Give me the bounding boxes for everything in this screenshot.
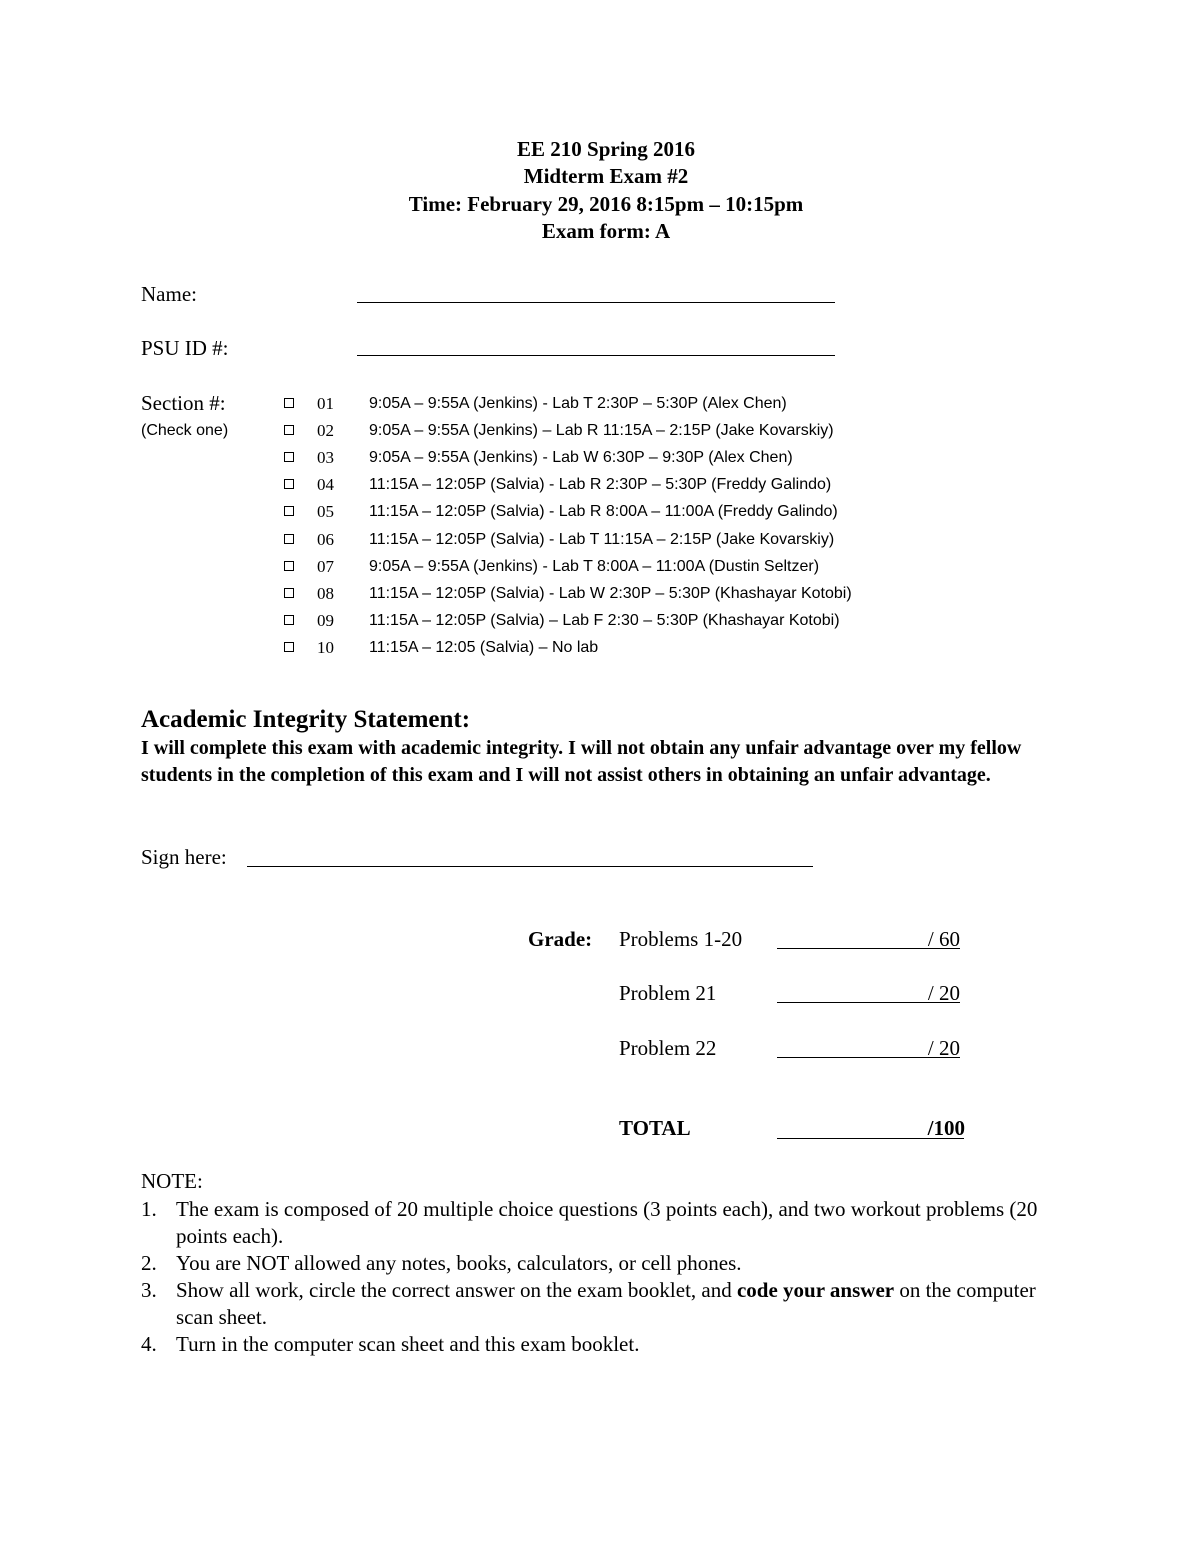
section-schedule: 11:15A – 12:05P (Salvia) - Lab W 2:30P – 5:30P (Khashayar Kotobi) bbox=[369, 584, 852, 602]
grade-label: Grade: bbox=[528, 927, 593, 951]
section-checkbox[interactable] bbox=[284, 506, 294, 516]
note-number: 1. bbox=[141, 1197, 157, 1221]
sign-label: Sign here: bbox=[141, 845, 227, 869]
grade-row-problem: Problems 1-20 bbox=[619, 927, 743, 951]
section-checkbox[interactable] bbox=[284, 588, 294, 598]
section-checkbox[interactable] bbox=[284, 561, 294, 571]
section-schedule: 11:15A – 12:05 (Salvia) – No lab bbox=[369, 638, 599, 656]
section-checkbox[interactable] bbox=[284, 452, 294, 462]
section-number: 09 bbox=[317, 610, 334, 630]
name-label: Name: bbox=[141, 282, 197, 306]
note-number: 3. bbox=[141, 1278, 157, 1302]
grade-row-max: / 20 bbox=[927, 1036, 960, 1060]
total-label: TOTAL bbox=[619, 1116, 691, 1140]
grade-row-max: / 60 bbox=[927, 927, 960, 951]
note-label: NOTE: bbox=[141, 1169, 203, 1193]
section-number: 02 bbox=[317, 421, 334, 441]
note-text bbox=[176, 1278, 1036, 1329]
exam-time: Time: February 29, 2016 8:15pm – 10:15pm bbox=[408, 192, 804, 216]
section-checkbox[interactable] bbox=[284, 615, 294, 625]
note-number: 4. bbox=[141, 1332, 157, 1356]
note-item bbox=[141, 1277, 1061, 1331]
name-field[interactable] bbox=[357, 302, 835, 303]
section-schedule: 11:15A – 12:05P (Salvia) - Lab R 2:30P – 5:30P (Freddy Galindo) bbox=[369, 476, 832, 494]
note-text: The exam is composed of 20 multiple choice questions (3 points each), and two workout problems (20 points each). bbox=[176, 1197, 1038, 1248]
section-schedule: 9:05A – 9:55A (Jenkins) - Lab T 2:30P – 5:30P (Alex Chen) bbox=[369, 395, 787, 412]
note-number: 2. bbox=[141, 1251, 157, 1275]
section-number: 03 bbox=[317, 448, 334, 468]
exam-form: Exam form: A bbox=[541, 219, 671, 243]
section-checkbox[interactable] bbox=[284, 398, 294, 408]
section-schedule: 9:05A – 9:55A (Jenkins) - Lab T 8:00A – 11:00A (Dustin Seltzer) bbox=[369, 557, 820, 575]
section-schedule: 9:05A – 9:55A (Jenkins) - Lab W 6:30P – 9:30P (Alex Chen) bbox=[369, 449, 793, 467]
note-text-end: on the computer scan sheet. bbox=[176, 1278, 1036, 1329]
section-number: 10 bbox=[317, 637, 334, 657]
grade-row-max: / 20 bbox=[927, 981, 960, 1005]
total-max: /100 bbox=[927, 1116, 965, 1140]
section-number: 04 bbox=[317, 475, 334, 495]
section-number: 01 bbox=[317, 394, 334, 413]
course-title: EE 210 Spring 2016 bbox=[517, 137, 695, 161]
grade-row-problem: Problem 21 bbox=[619, 981, 717, 1005]
section-schedule: 11:15A – 12:05P (Salvia) - Lab T 11:15A – 2:15P (Jake Kovarskiy) bbox=[369, 530, 835, 548]
section-checkbox[interactable] bbox=[284, 425, 294, 435]
section-checkbox[interactable] bbox=[284, 642, 294, 652]
note-text-start: Show all work, circle the correct answer on the exam booklet, and bbox=[176, 1278, 737, 1302]
section-label: Section #: bbox=[141, 391, 226, 415]
section-schedule: 9:05A – 9:55A (Jenkins) – Lab R 11:15A – 2:15P (Jake Kovarskiy) bbox=[369, 422, 834, 440]
note-item bbox=[141, 1196, 1061, 1250]
check-one-hint: (Check one) bbox=[141, 422, 229, 439]
section-number: 06 bbox=[317, 529, 334, 549]
note-text: You are NOT allowed any notes, books, calculators, or cell phones. bbox=[176, 1251, 742, 1275]
note-item bbox=[141, 1331, 1061, 1358]
note-text: Turn in the computer scan sheet and this exam booklet. bbox=[176, 1332, 640, 1356]
integrity-statement: I will complete this exam with academic integrity. I will not obtain any unfair advantage over my fellow students in the completion of this exam and I will not assist others in obtaining an unfair advantage. bbox=[141, 737, 1022, 786]
grade-row-problem: Problem 22 bbox=[619, 1036, 717, 1060]
psu-id-label: PSU ID #: bbox=[141, 336, 229, 360]
section-checkbox[interactable] bbox=[284, 534, 294, 544]
note-list bbox=[141, 1196, 1061, 1358]
section-number: 08 bbox=[317, 583, 334, 603]
exam-title: Midterm Exam #2 bbox=[523, 164, 689, 188]
integrity-title: Academic Integrity Statement: bbox=[141, 706, 471, 733]
section-schedule: 11:15A – 12:05P (Salvia) – Lab F 2:30 – 5:30P (Khashayar Kotobi) bbox=[369, 611, 840, 629]
psu-id-field[interactable] bbox=[357, 355, 835, 356]
section-number: 05 bbox=[317, 502, 334, 522]
note-item bbox=[141, 1250, 1061, 1277]
signature-field[interactable] bbox=[247, 866, 813, 867]
section-checkbox[interactable] bbox=[284, 479, 294, 489]
note-text-emphasis: code your answer bbox=[736, 1278, 895, 1302]
section-schedule: 11:15A – 12:05P (Salvia) - Lab R 8:00A – 11:00A (Freddy Galindo) bbox=[369, 503, 838, 521]
section-number: 07 bbox=[317, 556, 334, 576]
